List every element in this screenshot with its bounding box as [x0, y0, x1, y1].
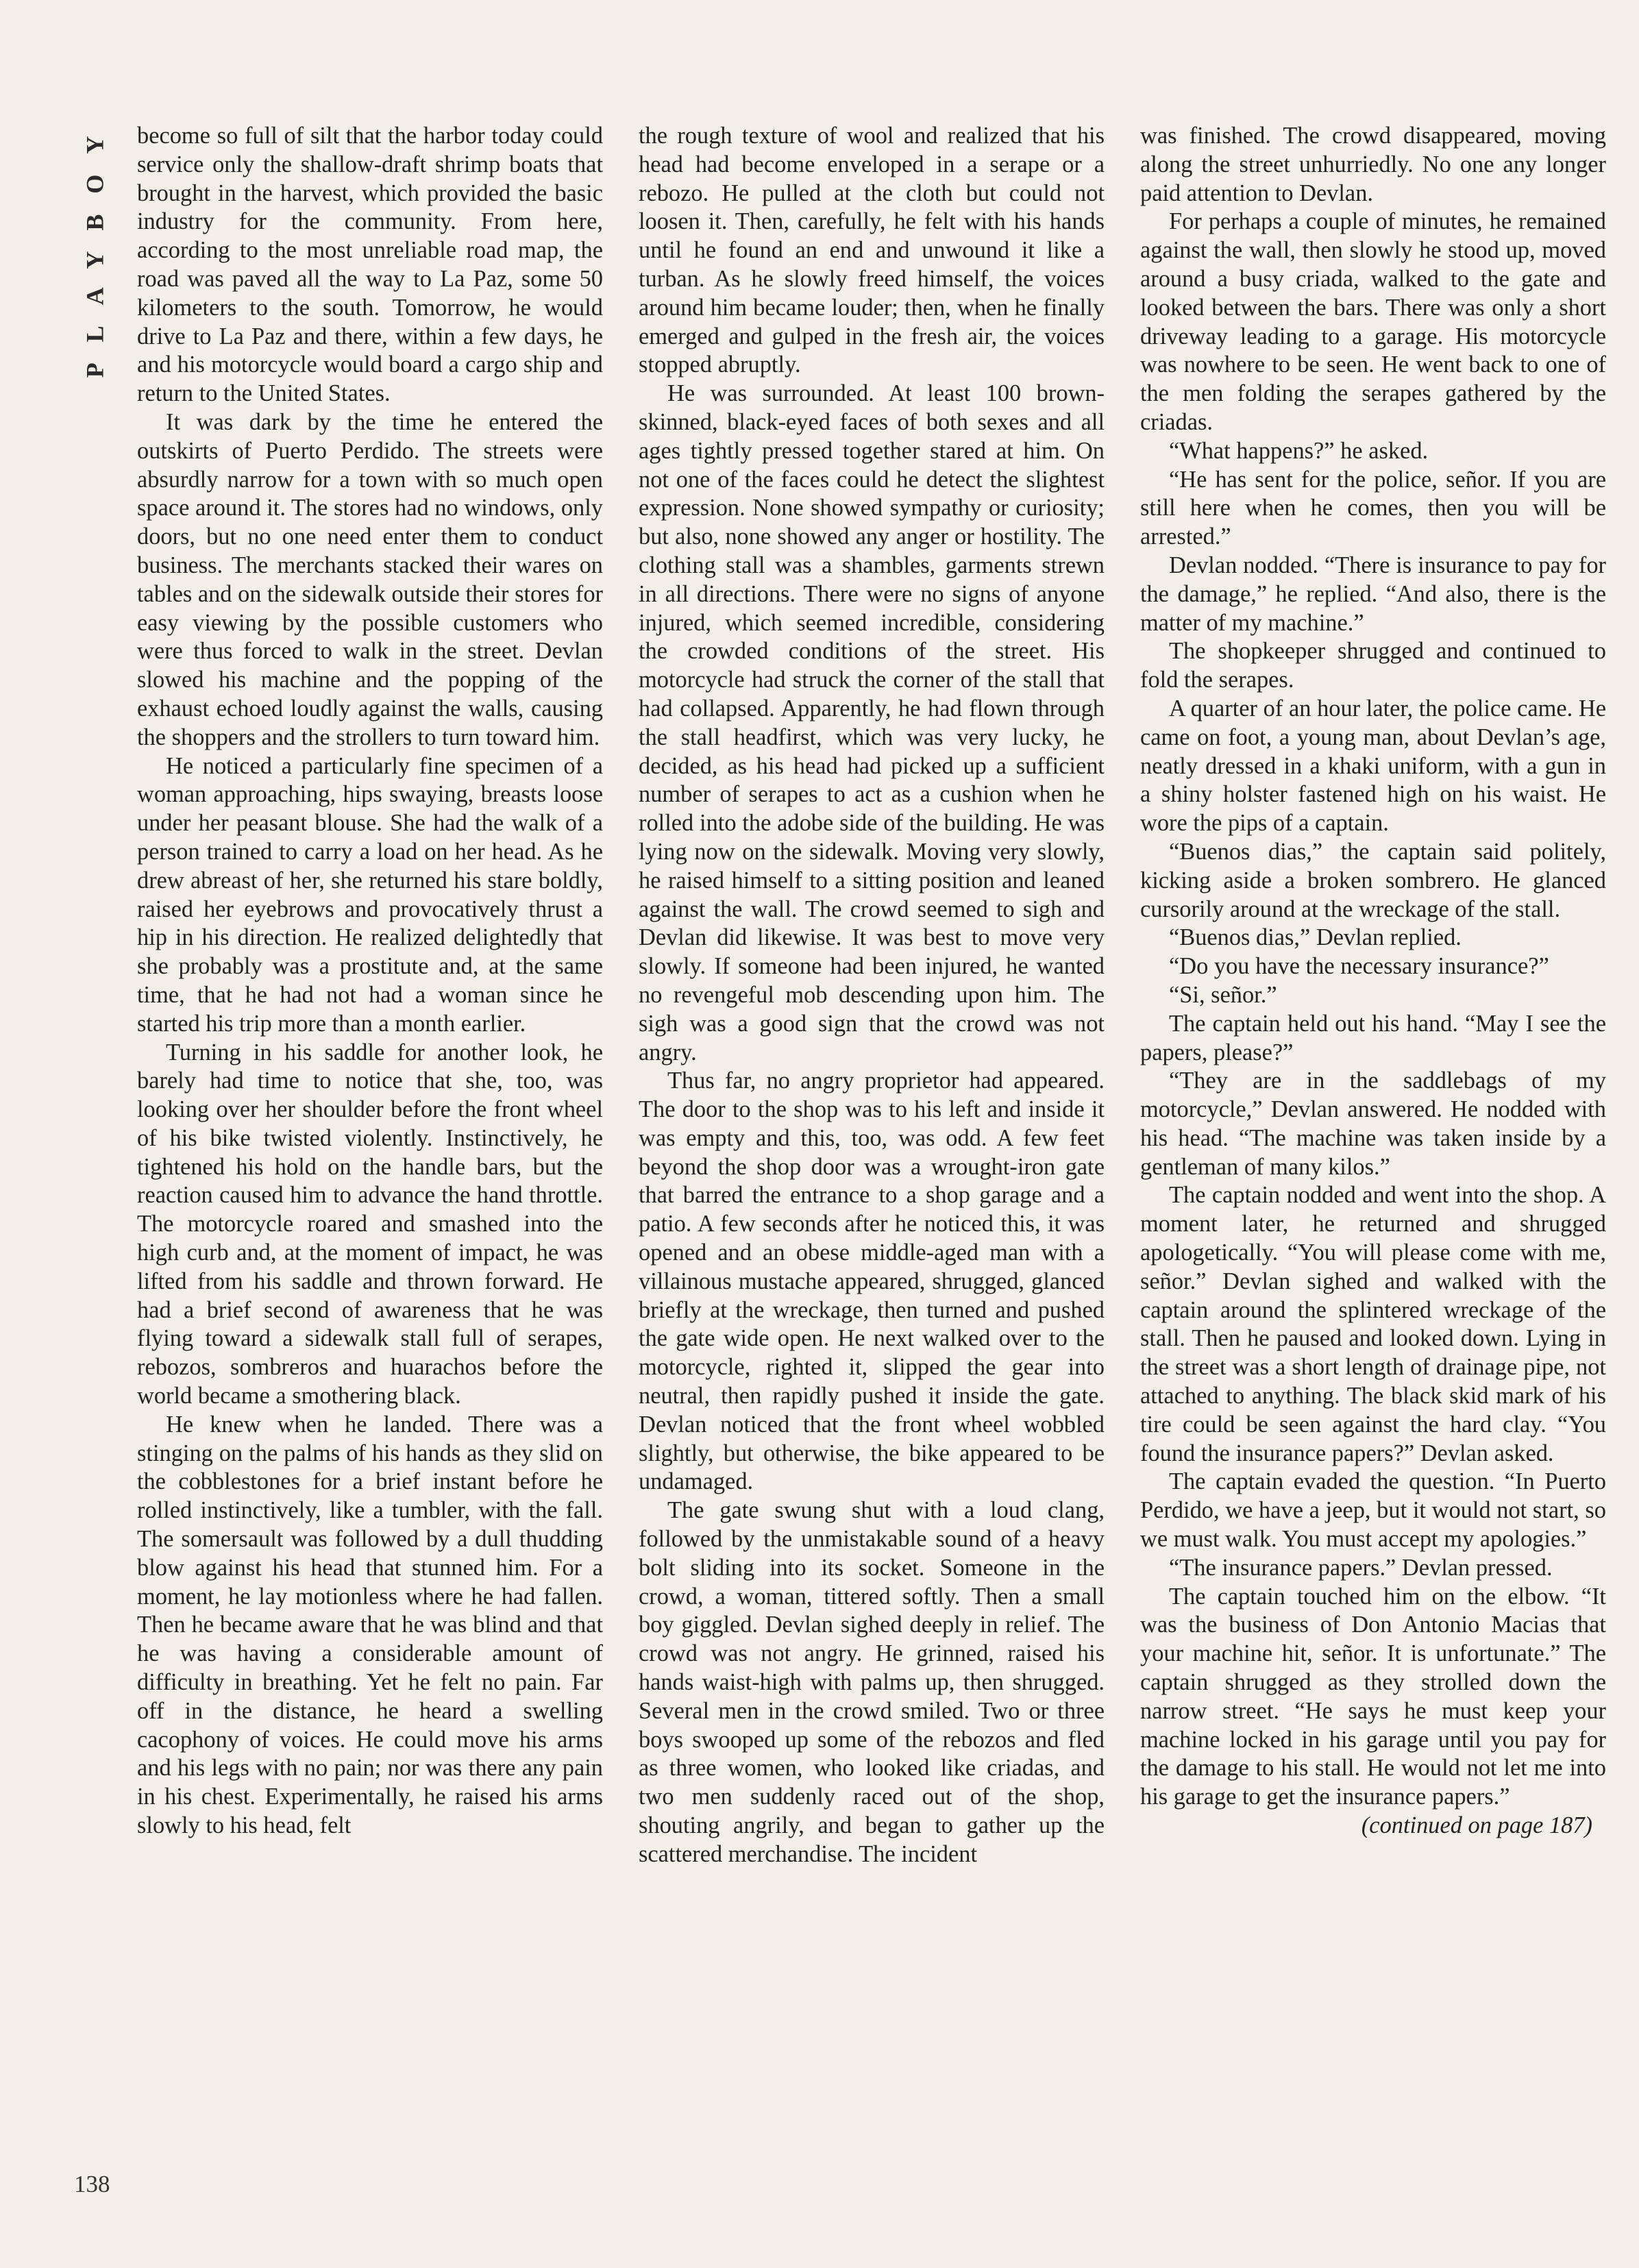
paragraph: was finished. The crowd disappeared, moving along the street unhurriedly. No one any longer paid attention to Devlan.: [1140, 123, 1606, 206]
paragraph: become so full of silt that the harbor today could service only the shallow-draft shrimp boats that brought in the harvest, which provided the basic industry for the community. From here, according to the most unreliable road map, the road was paved all the way to La Paz, some 50 kilometers to the south. Tomorrow, he would drive to La Paz and there, within a few days, he and his motorcycle would board a cargo ship and return to the United States.: [137, 123, 603, 407]
paragraph: He noticed a particularly fine specimen of a woman approaching, hips swaying, breasts loose under her peasant blouse. She had the walk of a person trained to carry a load on her head. As he drew abreast of her, she returned his stare boldly, raised her eyebrows and provocatively thrust a hip in his direction. He realized delightedly that she probably was a prostitute and, at the same time, that he had not had a woman since he started his trip more than a month earlier.: [137, 752, 603, 1037]
paragraph: A quarter of an hour later, the police came. He came on foot, a young man, about Devlan’s age, neatly dressed in a khaki uniform, with a gun in a shiny holster fastened high on his waist. He wore the pips of a captain.: [1140, 695, 1606, 837]
paragraph: The shopkeeper shrugged and continued to fold the serapes.: [1140, 638, 1606, 693]
paragraph: He was surrounded. At least 100 brown-skinned, black-eyed faces of both sexes and all ages tightly pressed together stared at him. On not one of the faces could he detect the slightest expression. None showed sympathy or curiosity; but also, none showed any anger or hostility. The clothing stall was a shambles, garments strewn in all directions. There were no signs of anyone injured, which seemed incredible, considering the crowded conditions of the street. His motorcycle had struck the corner of the stall that had collapsed. Apparently, he had flown through the stall headfirst, which was very lucky, he decided, as his head had picked up a sufficient number of serapes to act as a cushion when he rolled into the adobe side of the building. He was lying now on the sidewalk. Moving very slowly, he raised himself to a sitting position and leaned against the wall. The crowd seemed to sigh and Devlan did likewise. It was best to move very slowly. If someone had been injured, he wanted no revengeful mob descending upon him. The sigh was a good sign that the crowd was not angry.: [639, 380, 1105, 1065]
article-body: [0, 122, 1639, 2268]
text-column-2: [639, 122, 1105, 1869]
paragraph: For perhaps a couple of minutes, he remained against the wall, then slowly he stood up, moved around a busy criada, walked to the gate and looked between the bars. There was only a short driveway leading to a garage. His motorcycle was nowhere to be seen. He went back to one of the men folding the serapes gathered by the criadas.: [1140, 208, 1606, 435]
paragraph: “The insurance papers.” Devlan pressed.: [1169, 1554, 1553, 1581]
paragraph: The captain held out his hand. “May I see the papers, please?”: [1140, 1010, 1606, 1065]
paragraph: “They are in the saddlebags of my motorcycle,” Devlan answered. He nodded with his head. “The machine was taken inside by a gentleman of many kilos.”: [1140, 1068, 1606, 1180]
paragraph: “He has sent for the police, señor. If you are still here when he comes, then you will be arrested.”: [1140, 466, 1606, 550]
continued-note: (continued on page 187): [1361, 1812, 1592, 1839]
text-column-3: [1140, 122, 1606, 1840]
paragraph: “Si, señor.”: [1169, 981, 1277, 1008]
magazine-name-text: PLAYBOY: [81, 115, 108, 378]
paragraph: It was dark by the time he entered the outskirts of Puerto Perdido. The streets were absurdly narrow for a town with so much open space around it. The stores had no windows, only doors, but no one need enter them to conduct business. The merchants stacked their wares on tables and on the sidewalk outside their stores for easy viewing by the possible customers who were thus forced to walk in the street. Devlan slowed his machine and the popping of the exhaust echoed loudly against the walls, causing the shoppers and the strollers to turn toward him.: [137, 408, 604, 750]
paragraph: Devlan nodded. “There is insurance to pay for the damage,” he replied. “And also, there is the matter of my machine.”: [1140, 552, 1606, 636]
paragraph: The captain touched him on the elbow. “It was the business of Don Antonio Macias that your machine hit, señor. It is unfortunate.” The captain shrugged as they strolled down the narrow street. “He says he must keep your machine locked in his garage until you pay for the damage to his stall. He would not let me into his garage to get the insurance papers.”: [1140, 1583, 1606, 1810]
paragraph: The captain nodded and went into the shop. A moment later, he returned and shrugged apologetically. “You will please come with me, señor.” Devlan sighed and walked with the captain around the splintered wreckage of the stall. Then he paused and looked down. Lying in the street was a short length of drainage pipe, not attached to anything. The black skid mark of his tire could be seen against the hard clay. “You found the insurance papers?” Devlan asked.: [1140, 1182, 1606, 1466]
paragraph: The captain evaded the question. “In Puerto Perdido, we have a jeep, but it would not start, so we must walk. You must accept my apologies.”: [1140, 1468, 1606, 1553]
paragraph: “What happens?” he asked.: [1169, 437, 1429, 464]
paragraph: “Buenos dias,” Devlan replied.: [1169, 924, 1462, 951]
page-number: 138: [74, 2171, 110, 2197]
paragraph: Turning in his saddle for another look, he barely had time to notice that she, too, was looking over her shoulder before the front wheel of his bike twisted violently. Instinctively, he tightened his hold on the handle bars, but the reaction caused him to advance the hand throttle. The motorcycle roared and smashed into the high curb and, at the moment of impact, he was lifted from his saddle and thrown forward. He had a brief second of awareness that he was flying toward a sidewalk stall full of serapes, rebozos, sombreros and huarachos before the world became a smothering black.: [137, 1039, 603, 1409]
paragraph: “Do you have the necessary insurance?”: [1169, 953, 1549, 980]
paragraph: the rough texture of wool and realized that his head had become enveloped in a serape or a rebozo. He pulled at the cloth but could not loosen it. Then, carefully, he felt with his hands until he found an end and unwound it like a turban. As he slowly freed himself, the voices around him became louder; then, when he finally emerged and gulped in the fresh air, the voices stopped abruptly.: [639, 123, 1105, 378]
paragraph: He knew when he landed. There was a stinging on the palms of his hands as they slid on the cobblestones for a brief instant before he rolled instinctively, like a tumbler, with the fall. The somersault was followed by a dull thudding blow against his head that stunned him. For a moment, he lay motionless where he had fallen. Then he became aware that he was blind and that he was having a considerable amount of difficulty in breathing. Yet he felt no pain. Far off in the distance, he heard a swelling cacophony of voices. He could move his arms and his legs with no pain; nor was there any pain in his chest. Experimentally, he raised his arms slowly to his head, felt: [137, 1411, 603, 1839]
paragraph: The gate swung shut with a loud clang, followed by the unmistakable sound of a heavy bolt sliding into its socket. Someone in the crowd, a woman, tittered softly. Then a small boy giggled. Devlan sighed deeply in relief. The crowd was not angry. He grinned, raised his hands waist-high with palms up, then shrugged. Several men in the crowd smiled. Two or three boys swooped up some of the rebozos and fled as three women, who looked like criadas, and two men suddenly raced out of the shop, shouting angrily, and began to gather up the scattered merchandise. The incident: [639, 1497, 1105, 1867]
paragraph: “Buenos dias,” the captain said politely, kicking aside a broken sombrero. He glanced cursorily around at the wreckage of the stall.: [1140, 838, 1606, 922]
text-column-1: [137, 122, 603, 1840]
paragraph: Thus far, no angry proprietor had appeared. The door to the shop was to his left and inside it was empty and this, too, was odd. A few feet beyond the shop door was a wrought-iron gate that barred the entrance to a shop garage and a patio. A few seconds after he noticed this, it was opened and an obese middle-aged man with a villainous mustache appeared, shrugged, glanced briefly at the wreckage, then turned and pushed the gate wide open. He next walked over to the motorcycle, righted it, slipped the gear into neutral, then rapidly pushed it inside the gate. Devlan noticed that the front wheel wobbled slightly, but otherwise, the bike appeared to be undamaged.: [639, 1068, 1105, 1495]
